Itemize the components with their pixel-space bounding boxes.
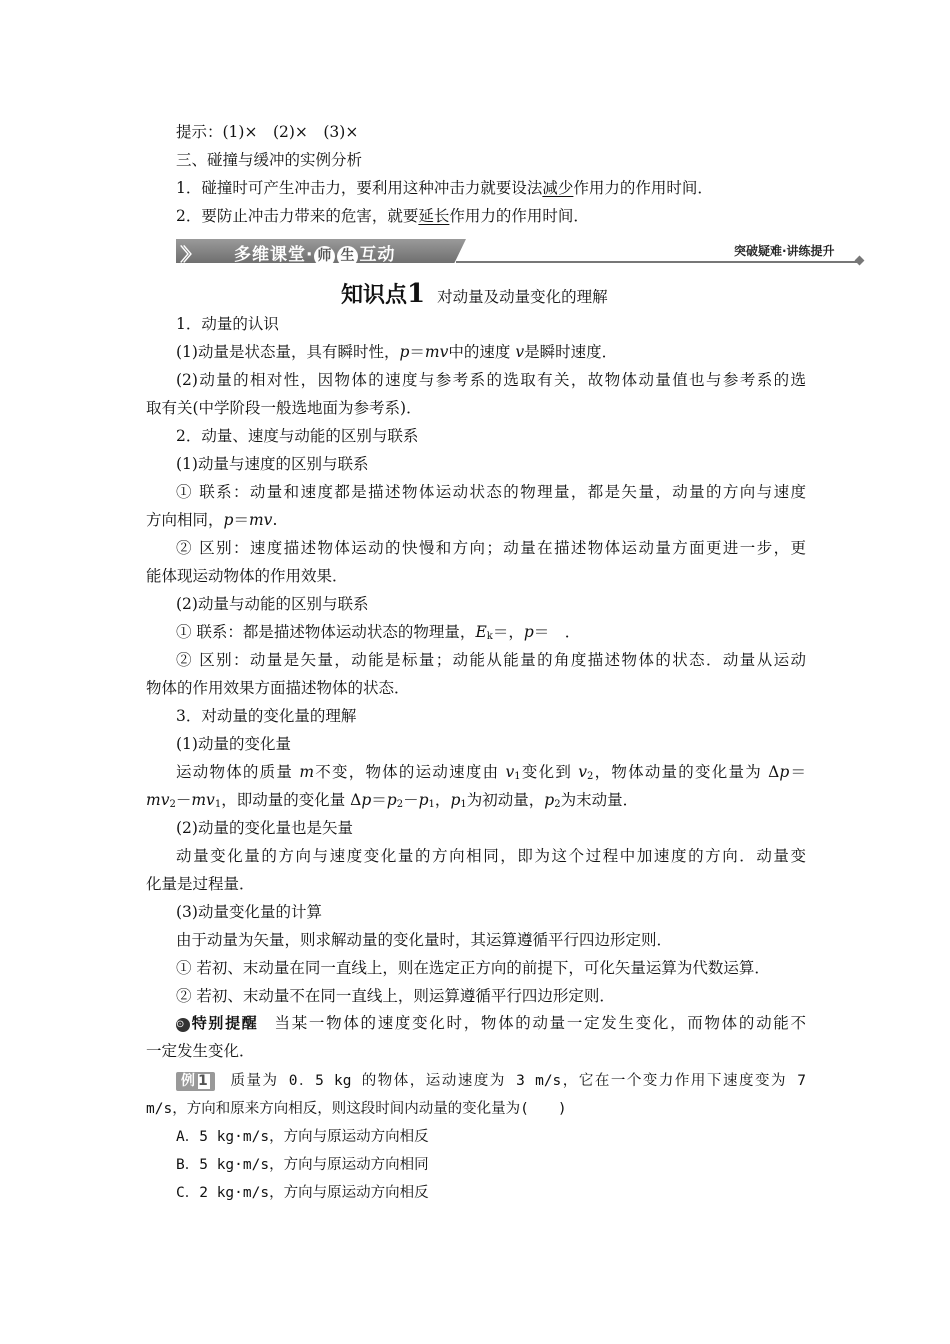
example-question bbox=[176, 1071, 806, 1091]
paragraph: m/s，方向和原来方向相反，则这段时间内动量的变化量为( ) bbox=[146, 1101, 567, 1117]
math: v bbox=[515, 343, 525, 361]
kp-subtitle: 对动量及动量变化的理解 bbox=[437, 288, 608, 306]
example-tag-label: 例 bbox=[181, 1073, 195, 1089]
paragraph: ② 区别：速度描述物体运动的快慢和方向；动量在描述物体运动量方面更进一步，更 bbox=[176, 539, 806, 557]
math: v bbox=[505, 763, 515, 781]
text: 变化到 bbox=[520, 763, 579, 781]
text: 当某一物体的速度变化时，物体的动量一定发生变化，而物体的动能不 bbox=[274, 1014, 806, 1032]
subheading: (2)动量的变化量也是矢量 bbox=[176, 819, 353, 837]
math: m bbox=[299, 763, 315, 781]
text: . bbox=[272, 511, 278, 529]
knowledge-point-heading bbox=[341, 278, 608, 309]
diamond-icon bbox=[855, 256, 865, 266]
reminder-icon: ⊙ bbox=[176, 1018, 190, 1032]
paragraph: ② 区别：动量是矢量，动能是标量；动能从能量的角度描述物体的状态．动量从运动 bbox=[176, 651, 806, 669]
text: 为末动量． bbox=[560, 791, 639, 809]
paragraph bbox=[176, 178, 713, 198]
subscript: 2 bbox=[554, 799, 561, 810]
math: mv bbox=[191, 791, 215, 809]
banner-circle-char: 师 bbox=[314, 246, 335, 267]
paragraph: 一定发生变化． bbox=[146, 1042, 255, 1060]
banner-title bbox=[234, 240, 395, 267]
paragraph bbox=[176, 622, 580, 642]
paragraph: 动量变化量的方向与速度变化量的方向相同，即为这个过程中加速度的方向．动量变 bbox=[176, 847, 806, 865]
math: p bbox=[779, 763, 790, 781]
math: mv bbox=[424, 343, 449, 361]
subscript: 2 bbox=[587, 771, 594, 782]
math: E bbox=[475, 623, 487, 641]
text: 1．碰撞时可产生冲击力，要利用这种冲击力就要设法 bbox=[176, 179, 543, 197]
math: p bbox=[544, 791, 555, 809]
banner-title-text: 互动 bbox=[359, 245, 396, 265]
paragraph bbox=[146, 510, 277, 530]
paragraph: ② 若初、末动量不在同一直线上，则运算遵循平行四边形定则． bbox=[176, 987, 615, 1005]
subscript: 1 bbox=[214, 799, 222, 810]
subheading: (1)动量的变化量 bbox=[176, 735, 291, 753]
text: ，即动量的变化量 Δ bbox=[221, 791, 362, 809]
text: 作用力的作用时间． bbox=[449, 207, 589, 225]
paragraph: 由于动量为矢量，则求解动量的变化量时，其运算遵循平行四边形定则． bbox=[176, 931, 673, 949]
text: － bbox=[403, 791, 419, 809]
paragraph: 化量是过程量． bbox=[146, 875, 255, 893]
text: － bbox=[175, 791, 192, 809]
subscript: 1 bbox=[514, 771, 521, 782]
math: p bbox=[386, 791, 397, 809]
subscript: 2 bbox=[396, 799, 404, 810]
example-tag bbox=[176, 1072, 215, 1091]
paragraph bbox=[176, 342, 617, 362]
subheading: (1)动量与速度的区别与联系 bbox=[176, 455, 369, 473]
text: 2．要防止冲击力带来的危害，就要 bbox=[176, 207, 419, 225]
text: ＝， bbox=[492, 623, 524, 641]
text: 方向相同， bbox=[146, 511, 224, 529]
underlined-answer: 减少 bbox=[542, 179, 574, 197]
text: ＝ bbox=[371, 791, 387, 809]
section-heading: 三、碰撞与缓冲的实例分析 bbox=[176, 151, 363, 169]
paragraph: 物体的作用效果方面描述物体的状态． bbox=[146, 679, 410, 697]
text: 是瞬时速度． bbox=[524, 343, 618, 361]
paragraph: ① 若初、末动量在同一直线上，则在选定正方向的前提下，可化矢量运算为代数运算． bbox=[176, 959, 770, 977]
text: 中的速度 bbox=[448, 343, 516, 361]
text: (1)动量是状态量，具有瞬时性， bbox=[176, 343, 400, 361]
text: ＝ bbox=[789, 763, 807, 781]
text: 为初动量， bbox=[466, 791, 545, 809]
banner-rule bbox=[456, 261, 860, 263]
kp-number: 1 bbox=[407, 279, 426, 309]
text: ① 联系：都是描述物体运动状态的物理量， bbox=[176, 623, 476, 641]
hint-line: 提示：(1)× (2)× (3)× bbox=[176, 123, 359, 141]
text: 作用力的作用时间． bbox=[573, 179, 713, 197]
banner-title-text: 多维课堂· bbox=[234, 245, 314, 265]
text: 质量为 0．5 kg 的物体，运动速度为 3 m/s，它在一个变力作用下速度变为 7 bbox=[229, 1073, 806, 1089]
banner-subtitle: 突破疑难·讲练提升 bbox=[734, 244, 835, 258]
subscript: 2 bbox=[169, 799, 176, 810]
subheading: 2．动量、速度与动能的区别与联系 bbox=[176, 427, 419, 445]
paragraph: 取有关(中学阶段一般选地面为参考系)． bbox=[146, 399, 422, 417]
math: mv bbox=[248, 511, 273, 529]
chevron-right-icon: 〉〉 bbox=[180, 245, 195, 266]
paragraph: (2)动量的相对性，因物体的速度与参考系的选取有关，故物体动量值也与参考系的选 bbox=[176, 371, 806, 389]
math: p bbox=[361, 791, 372, 809]
subheading: 1．动量的认识 bbox=[176, 315, 279, 333]
paragraph bbox=[176, 762, 806, 782]
subscript: 1 bbox=[428, 799, 435, 810]
option-b: B．5 kg·m/s，方向与原运动方向相同 bbox=[176, 1157, 429, 1173]
special-reminder bbox=[176, 1013, 806, 1033]
paragraph: ① 联系：动量和速度都是描述物体运动状态的物理量，都是矢量，动量的方向与速度 bbox=[176, 483, 806, 501]
math: p bbox=[223, 511, 234, 529]
kp-title: 知识点 bbox=[341, 283, 408, 308]
subheading: (3)动量变化量的计算 bbox=[176, 903, 322, 921]
math: mv bbox=[146, 791, 170, 809]
option-a: A．5 kg·m/s，方向与原运动方向相反 bbox=[176, 1129, 429, 1145]
math: v bbox=[578, 763, 588, 781]
text: ＝ bbox=[409, 343, 425, 361]
subheading: 3．对动量的变化量的理解 bbox=[176, 707, 357, 725]
paragraph bbox=[146, 790, 638, 810]
math: p bbox=[450, 791, 461, 809]
math: p bbox=[399, 343, 410, 361]
subheading: (2)动量与动能的区别与联系 bbox=[176, 595, 369, 613]
text: ，物体动量的变化量为 Δ bbox=[593, 763, 780, 781]
paragraph: 能体现运动物体的作用效果． bbox=[146, 567, 348, 585]
banner-circle-char: 生 bbox=[337, 246, 358, 267]
option-c: C．2 kg·m/s，方向与原运动方向相反 bbox=[176, 1185, 429, 1201]
math: p bbox=[523, 623, 534, 641]
underlined-answer: 延长 bbox=[418, 207, 450, 225]
subscript: k bbox=[486, 631, 493, 642]
math: p bbox=[418, 791, 429, 809]
text: ＝ ． bbox=[533, 623, 581, 641]
text: ＝ bbox=[233, 511, 249, 529]
text: ， bbox=[434, 791, 451, 809]
text: 不变，物体的运动速度由 bbox=[314, 763, 506, 781]
text: 运动物体的质量 bbox=[176, 763, 300, 781]
paragraph bbox=[176, 206, 589, 226]
subscript: 1 bbox=[460, 799, 467, 810]
example-number: 1 bbox=[198, 1074, 210, 1089]
reminder-label: 特别提醒 bbox=[190, 1014, 259, 1032]
section-banner bbox=[176, 236, 866, 268]
